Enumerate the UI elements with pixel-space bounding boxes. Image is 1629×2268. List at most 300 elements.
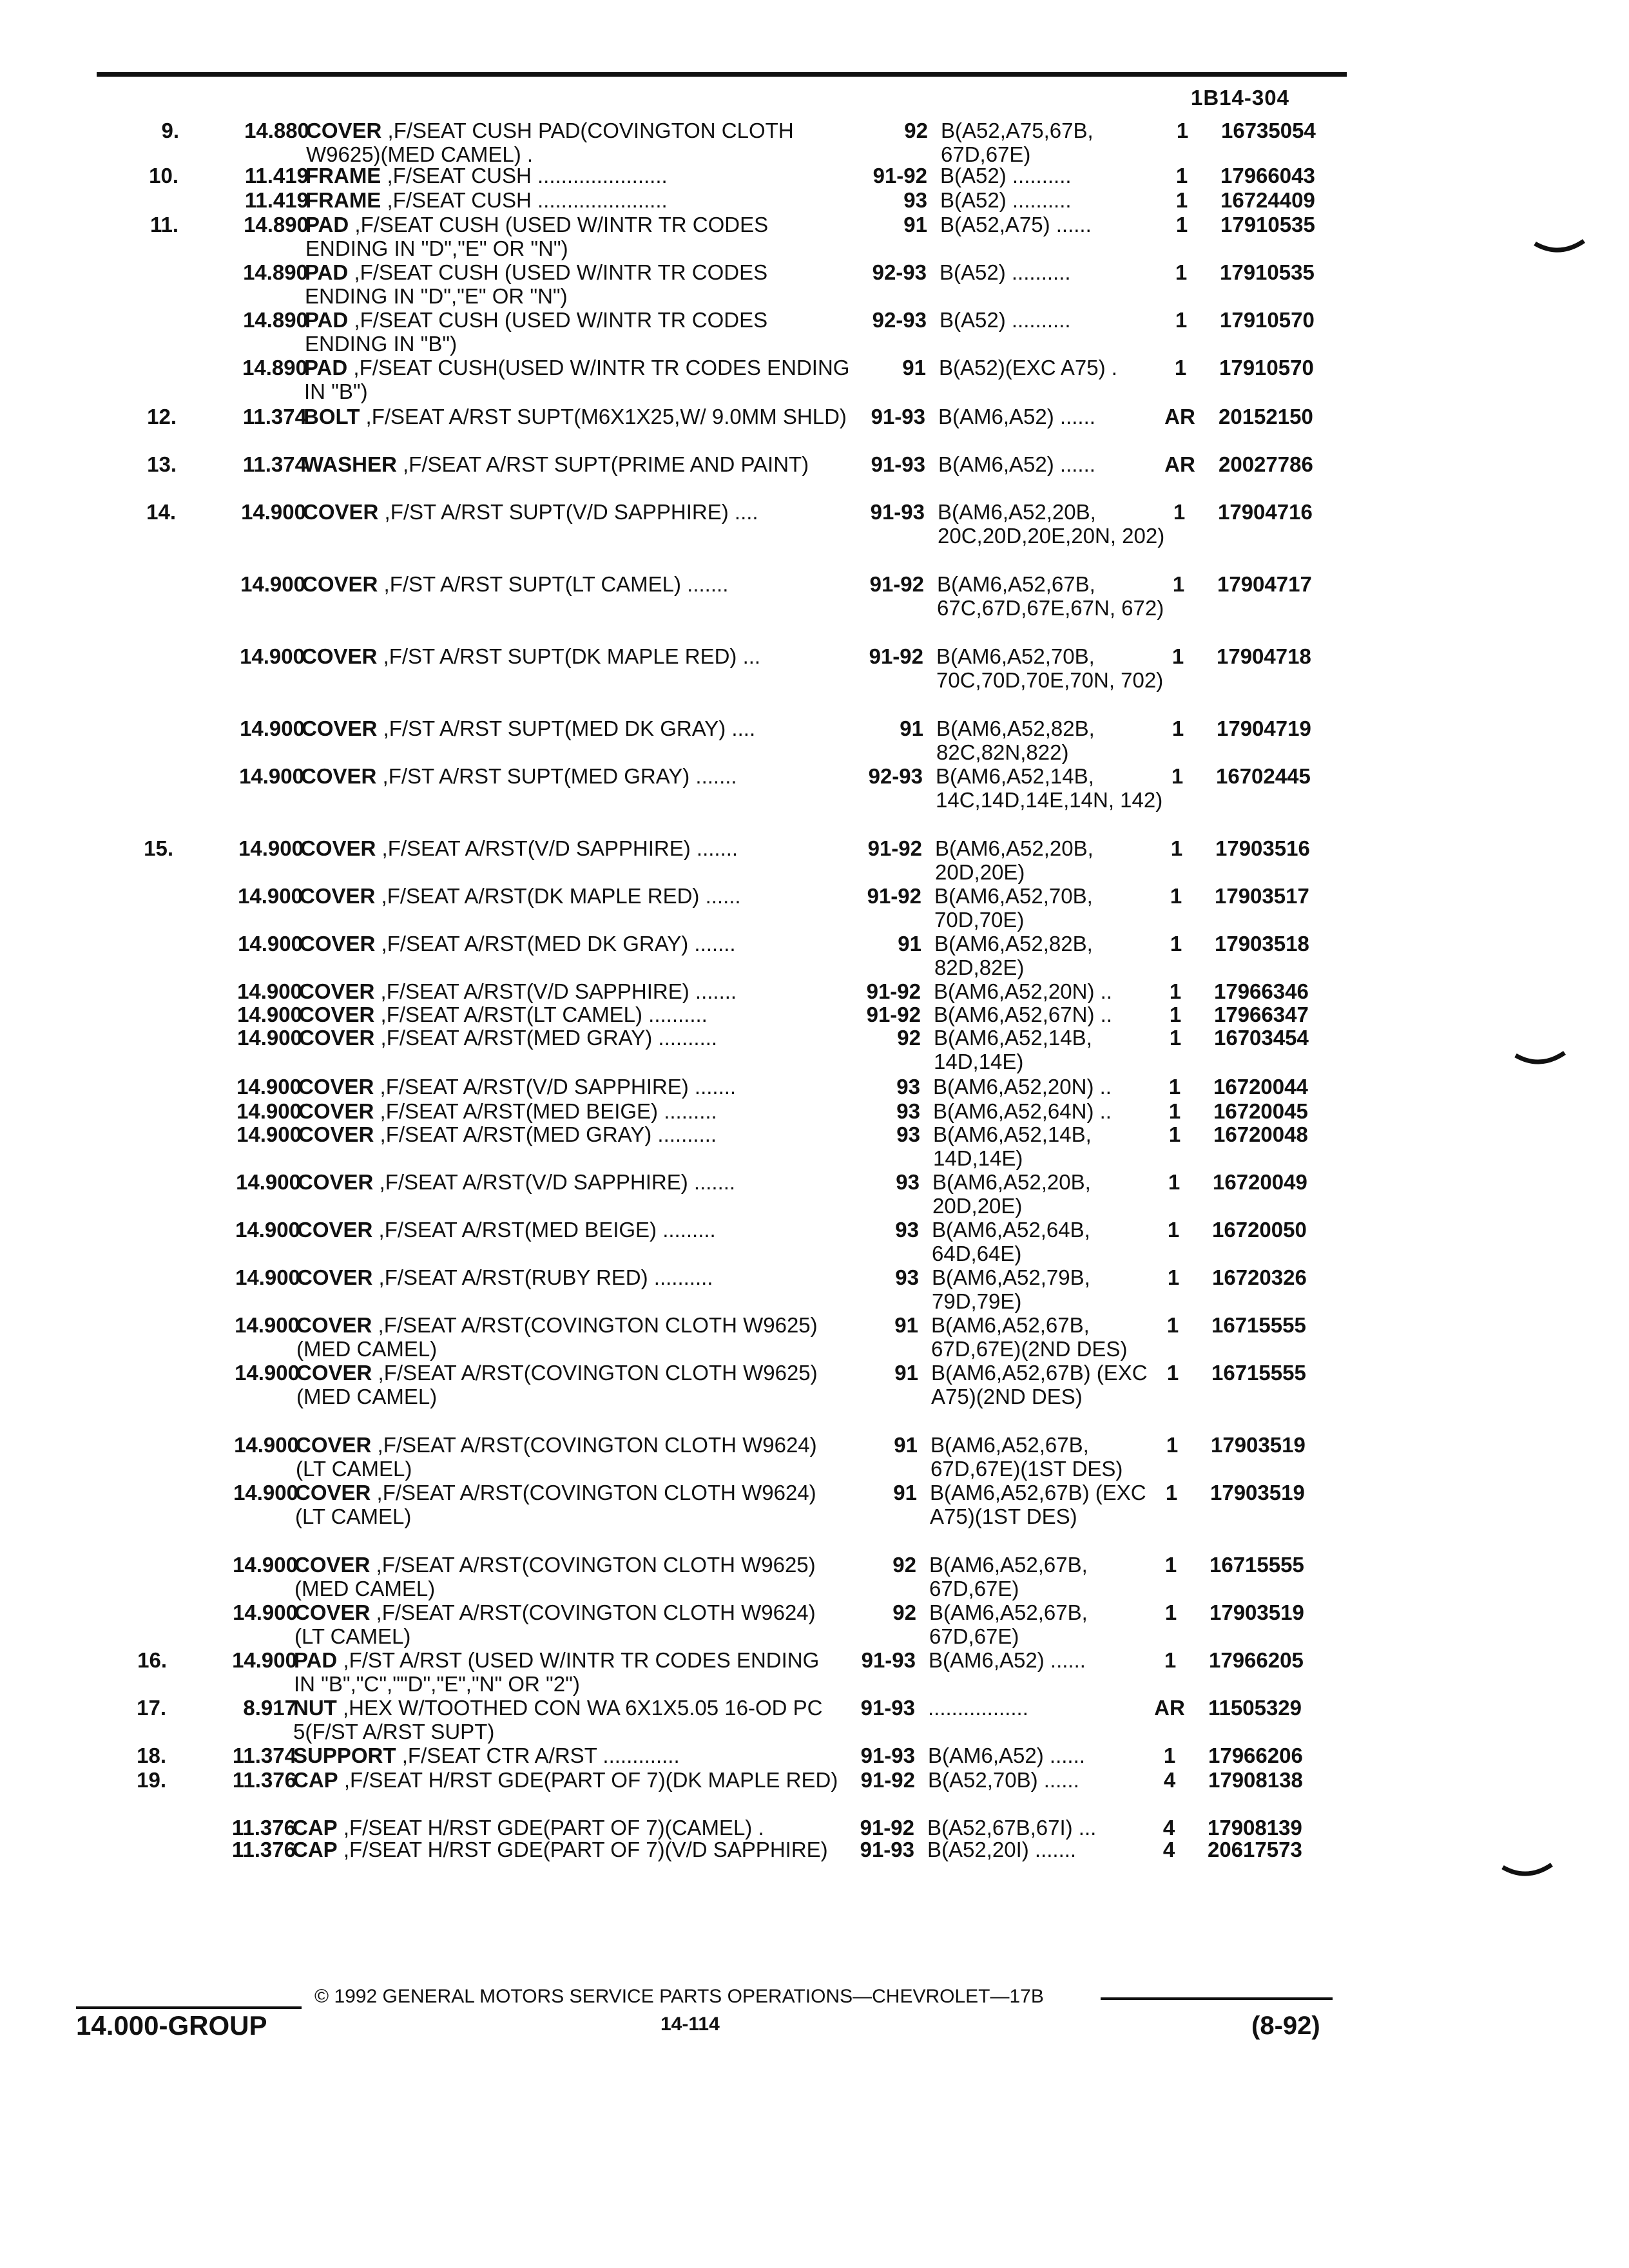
part-number: 17904719 bbox=[1217, 716, 1311, 740]
part-name: COVER bbox=[296, 1313, 372, 1337]
item-number: 12. bbox=[147, 405, 177, 428]
part-detail: ,F/SEAT CTR A/RST ............. bbox=[396, 1744, 680, 1767]
model-codes: B(AM6,A52,67B) (EXC A75)(1ST DES) bbox=[930, 1481, 1146, 1528]
part-detail: ,F/ST A/RST SUPT(MED GRAY) ....... bbox=[376, 764, 737, 788]
model-year: 91 bbox=[902, 356, 926, 380]
part-number: 17903519 bbox=[1211, 1433, 1306, 1457]
group-number: 11.376 bbox=[231, 1816, 296, 1840]
model-year: 91-93 bbox=[860, 1838, 914, 1861]
group-number: 14.900 bbox=[236, 1099, 302, 1123]
quantity: AR bbox=[1164, 452, 1195, 476]
model-codes: B(AM6,A52) ...... bbox=[928, 1744, 1085, 1767]
part-name: COVER bbox=[297, 1218, 373, 1242]
part-detail: ,F/SEAT CUSH PAD(COVINGTON CLOTH W9625)(MED CAMEL) . bbox=[306, 119, 794, 166]
part-number: 17966206 bbox=[1208, 1744, 1303, 1767]
quantity: 1 bbox=[1165, 1481, 1178, 1504]
part-description bbox=[298, 1100, 846, 1124]
group-number: 14.900 bbox=[238, 884, 303, 908]
part-number: 17966043 bbox=[1220, 164, 1315, 187]
part-name: COVER bbox=[296, 1433, 372, 1457]
quantity: 1 bbox=[1170, 884, 1182, 908]
item-number: 15. bbox=[144, 836, 173, 860]
group-number: 14.900 bbox=[238, 932, 303, 956]
part-detail: ,F/SEAT H/RST GDE(PART OF 7)(V/D SAPPHIRE) bbox=[337, 1838, 828, 1861]
quantity: 1 bbox=[1168, 1099, 1181, 1123]
part-number: 16715555 bbox=[1211, 1361, 1306, 1385]
part-number: 11505329 bbox=[1208, 1696, 1302, 1720]
model-year: 92-93 bbox=[868, 764, 923, 788]
quantity: 1 bbox=[1175, 260, 1188, 284]
edge-mark-3 bbox=[1501, 1862, 1553, 1888]
part-number: 17903516 bbox=[1215, 836, 1310, 860]
part-name: PAD bbox=[305, 213, 349, 236]
model-codes: B(AM6,A52,70B, 70C,70D,70E,70N, 702) bbox=[936, 644, 1164, 692]
part-name: COVER bbox=[301, 764, 377, 788]
model-codes: B(AM6,A52,67B, 67D,67E)(2ND DES) bbox=[931, 1313, 1128, 1361]
group-number: 14.900 bbox=[241, 500, 306, 524]
part-detail: ,F/SEAT A/RST(V/D SAPPHIRE) ....... bbox=[374, 1075, 737, 1099]
part-description bbox=[295, 1481, 843, 1528]
group-number: 11.419 bbox=[244, 164, 309, 187]
model-year: 91-93 bbox=[870, 500, 925, 524]
part-name: COVER bbox=[299, 1003, 375, 1026]
part-name: COVER bbox=[298, 1075, 374, 1099]
quantity: 1 bbox=[1176, 119, 1189, 142]
part-detail: ,F/SEAT A/RST SUPT(M6X1X25,W/ 9.0MM SHLD) bbox=[360, 405, 847, 428]
group-number: 14.900 bbox=[234, 1433, 299, 1457]
quantity: AR bbox=[1164, 405, 1195, 428]
footer-group: 14.000-GROUP bbox=[76, 2010, 267, 2041]
quantity: 1 bbox=[1175, 188, 1188, 212]
part-detail: ,F/SEAT CUSH ...................... bbox=[381, 164, 668, 187]
part-description bbox=[296, 1361, 844, 1408]
model-year: 93 bbox=[903, 188, 927, 212]
part-name: PAD bbox=[304, 356, 348, 380]
part-detail: ,F/SEAT A/RST(COVINGTON CLOTH W9625)(MED CAMEL) bbox=[296, 1361, 818, 1408]
part-description bbox=[301, 765, 849, 789]
group-number: 14.900 bbox=[236, 1122, 302, 1146]
model-codes: B(AM6,A52,14B, 14D,14E) bbox=[933, 1122, 1092, 1170]
part-description bbox=[302, 717, 849, 741]
quantity: 1 bbox=[1173, 500, 1186, 524]
model-codes: B(AM6,A52,20N) .. bbox=[934, 979, 1112, 1003]
model-codes: B(AM6,A52,67B, 67D,67E) bbox=[929, 1600, 1088, 1648]
part-name: COVER bbox=[297, 1265, 373, 1289]
part-number: 17966346 bbox=[1214, 979, 1309, 1003]
part-description bbox=[294, 1601, 842, 1648]
quantity: 1 bbox=[1164, 1600, 1177, 1624]
item-number: 18. bbox=[137, 1744, 166, 1767]
model-year: 91-93 bbox=[871, 405, 925, 428]
group-number: 14.900 bbox=[236, 1170, 301, 1194]
quantity: 1 bbox=[1164, 1648, 1177, 1672]
group-number: 14.900 bbox=[237, 1003, 302, 1026]
part-number: 20617573 bbox=[1208, 1838, 1302, 1861]
part-name: COVER bbox=[300, 884, 376, 908]
part-name: PAD bbox=[294, 1648, 338, 1672]
part-number: 17910535 bbox=[1220, 260, 1315, 284]
group-number: 14.900 bbox=[235, 1313, 300, 1337]
group-number: 14.900 bbox=[235, 1218, 300, 1242]
group-number: 11.419 bbox=[244, 188, 309, 212]
part-detail: ,F/SEAT A/RST(LT CAMEL) .......... bbox=[374, 1003, 708, 1026]
part-number: 16720326 bbox=[1212, 1265, 1307, 1289]
model-year: 91-92 bbox=[867, 884, 921, 908]
part-name: COVER bbox=[299, 979, 375, 1003]
part-detail: ,F/SEAT A/RST(COVINGTON CLOTH W9624)(LT CAMEL) bbox=[295, 1481, 816, 1528]
model-codes: B(A52)(EXC A75) . bbox=[939, 356, 1117, 380]
model-year: 91-92 bbox=[866, 1003, 921, 1026]
part-description bbox=[299, 980, 847, 1004]
model-year: 91-93 bbox=[871, 452, 925, 476]
model-codes: B(AM6,A52,82B, 82D,82E) bbox=[934, 932, 1093, 979]
part-description bbox=[294, 1649, 842, 1696]
part-description bbox=[297, 1218, 845, 1242]
part-detail: ,F/SEAT A/RST(MED DK GRAY) ....... bbox=[375, 932, 736, 956]
part-number: 17903517 bbox=[1215, 884, 1309, 908]
part-number: 20152150 bbox=[1219, 405, 1313, 428]
part-name: COVER bbox=[302, 716, 378, 740]
model-codes: B(AM6,A52,67B, 67C,67D,67E,67N, 672) bbox=[937, 572, 1164, 620]
model-year: 91 bbox=[894, 1433, 918, 1457]
part-detail: ,F/SEAT A/RST(V/D SAPPHIRE) ....... bbox=[374, 979, 737, 1003]
model-codes: B(AM6,A52,14B, 14D,14E) bbox=[934, 1026, 1092, 1073]
quantity: 1 bbox=[1168, 1122, 1181, 1146]
part-description bbox=[306, 119, 854, 166]
model-year: 91 bbox=[903, 213, 927, 236]
part-description bbox=[293, 1816, 840, 1840]
part-detail: ,F/SEAT CUSH ...................... bbox=[381, 188, 668, 212]
part-name: COVER bbox=[300, 836, 376, 860]
part-name: FRAME bbox=[305, 164, 381, 187]
part-detail: ,F/SEAT A/RST(COVINGTON CLOTH W9624)(LT CAMEL) bbox=[294, 1600, 816, 1648]
group-number: 11.374 bbox=[242, 405, 307, 428]
part-number: 17904718 bbox=[1217, 644, 1311, 668]
model-year: 91 bbox=[900, 716, 923, 740]
quantity: 1 bbox=[1175, 308, 1188, 332]
part-description bbox=[298, 1123, 846, 1147]
edge-mark-2 bbox=[1514, 1050, 1566, 1076]
part-name: SUPPORT bbox=[293, 1744, 396, 1767]
model-year: 91-92 bbox=[869, 572, 924, 596]
quantity: 1 bbox=[1164, 1553, 1177, 1577]
part-description bbox=[293, 1744, 841, 1768]
model-codes: B(AM6,A52) ...... bbox=[929, 1648, 1086, 1672]
part-number: 16720050 bbox=[1212, 1218, 1307, 1242]
model-year: 93 bbox=[896, 1099, 920, 1123]
model-codes: B(AM6,A52) ...... bbox=[938, 405, 1095, 428]
part-description bbox=[304, 405, 851, 429]
model-codes: B(AM6,A52,67B) (EXC A75)(2ND DES) bbox=[931, 1361, 1148, 1408]
part-detail: ,F/SEAT A/RST(COVINGTON CLOTH W9625)(MED CAMEL) bbox=[296, 1313, 818, 1361]
model-year: 93 bbox=[895, 1265, 919, 1289]
part-description bbox=[299, 1026, 847, 1050]
quantity: AR bbox=[1154, 1696, 1185, 1720]
page-code: 1B14-304 bbox=[1191, 86, 1289, 110]
part-detail: ,F/SEAT A/RST(V/D SAPPHIRE) ....... bbox=[373, 1170, 736, 1194]
group-number: 11.376 bbox=[232, 1768, 296, 1792]
part-name: COVER bbox=[303, 500, 379, 524]
model-year: 91 bbox=[893, 1481, 917, 1504]
item-number: 10. bbox=[149, 164, 178, 187]
model-year: 91-92 bbox=[860, 1768, 915, 1792]
group-number: 14.880 bbox=[244, 119, 309, 142]
quantity: 1 bbox=[1169, 979, 1182, 1003]
quantity: 1 bbox=[1174, 356, 1187, 380]
part-description bbox=[298, 1171, 845, 1195]
part-description bbox=[294, 1553, 842, 1600]
group-number: 14.900 bbox=[238, 836, 304, 860]
quantity: 1 bbox=[1171, 716, 1184, 740]
item-number: 19. bbox=[137, 1768, 166, 1792]
group-number: 14.900 bbox=[239, 764, 304, 788]
part-description bbox=[299, 1003, 847, 1027]
quantity: 1 bbox=[1166, 1313, 1179, 1337]
model-codes: B(AM6,A52) ...... bbox=[938, 452, 1095, 476]
part-description bbox=[300, 837, 848, 861]
part-detail: ,F/SEAT A/RST(RUBY RED) .......... bbox=[372, 1265, 713, 1289]
part-name: NUT bbox=[293, 1696, 337, 1720]
quantity: 4 bbox=[1162, 1816, 1175, 1840]
part-number: 16702445 bbox=[1216, 764, 1311, 788]
top-rule bbox=[97, 72, 1347, 77]
part-detail: ,F/SEAT A/RST(MED GRAY) .......... bbox=[374, 1026, 718, 1050]
part-description bbox=[305, 309, 853, 356]
part-detail: ,F/SEAT A/RST(COVINGTON CLOTH W9624)(LT CAMEL) bbox=[296, 1433, 817, 1481]
part-number: 17966347 bbox=[1214, 1003, 1309, 1026]
part-number: 17903518 bbox=[1215, 932, 1309, 956]
quantity: 1 bbox=[1171, 764, 1184, 788]
part-number: 17904717 bbox=[1217, 572, 1312, 596]
part-description bbox=[305, 213, 853, 260]
model-year: 91 bbox=[894, 1361, 918, 1385]
part-name: COVER bbox=[296, 1361, 372, 1385]
part-number: 17910570 bbox=[1219, 356, 1314, 380]
part-detail: ,F/SEAT H/RST GDE(PART OF 7)(CAMEL) . bbox=[337, 1816, 764, 1840]
part-description bbox=[305, 261, 853, 308]
model-year: 91-92 bbox=[866, 979, 921, 1003]
part-detail: ,F/SEAT H/RST GDE(PART OF 7)(DK MAPLE RED) bbox=[338, 1768, 838, 1792]
part-number: 16703454 bbox=[1214, 1026, 1309, 1050]
model-codes: B(A52) .......... bbox=[940, 188, 1072, 212]
model-codes: B(AM6,A52,20N) .. bbox=[933, 1075, 1112, 1099]
part-name: BOLT bbox=[304, 405, 360, 428]
quantity: 1 bbox=[1175, 164, 1188, 187]
group-number: 14.890 bbox=[242, 356, 307, 380]
part-name: COVER bbox=[302, 644, 378, 668]
item-number: 13. bbox=[147, 452, 177, 476]
part-detail: ,F/SEAT A/RST(V/D SAPPHIRE) ....... bbox=[376, 836, 738, 860]
part-description bbox=[298, 1075, 846, 1099]
footer-date: (8-92) bbox=[1251, 2012, 1320, 2040]
model-codes: B(A52,70B) ...... bbox=[928, 1768, 1079, 1792]
model-codes: B(AM6,A52,64B, 64D,64E) bbox=[932, 1218, 1090, 1265]
model-year: 92 bbox=[892, 1600, 916, 1624]
quantity: 1 bbox=[1166, 1433, 1179, 1457]
model-codes: B(A52,A75,67B, 67D,67E) bbox=[941, 119, 1094, 166]
model-year: 91-92 bbox=[860, 1816, 914, 1840]
group-number: 14.900 bbox=[240, 644, 305, 668]
model-year: 91-93 bbox=[860, 1696, 915, 1720]
item-number: 11. bbox=[149, 213, 178, 236]
part-number: 17966205 bbox=[1209, 1648, 1304, 1672]
quantity: 1 bbox=[1167, 1218, 1180, 1242]
quantity: 1 bbox=[1172, 572, 1185, 596]
part-name: COVER bbox=[298, 1122, 374, 1146]
model-codes: B(AM6,A52,82B, 82C,82N,822) bbox=[936, 716, 1095, 764]
part-description bbox=[304, 453, 851, 477]
part-name: CAP bbox=[293, 1768, 338, 1792]
quantity: 1 bbox=[1168, 1170, 1181, 1194]
part-description bbox=[293, 1769, 841, 1792]
quantity: 1 bbox=[1170, 932, 1182, 956]
model-year: 92 bbox=[904, 119, 928, 142]
model-year: 93 bbox=[896, 1075, 920, 1099]
part-number: 17908139 bbox=[1208, 1816, 1302, 1840]
part-description bbox=[296, 1434, 843, 1481]
part-number: 16720045 bbox=[1213, 1099, 1308, 1123]
part-name: PAD bbox=[305, 260, 349, 284]
part-number: 16735054 bbox=[1221, 119, 1316, 142]
part-detail: ,F/SEAT A/RST(MED BEIGE) ......... bbox=[372, 1218, 716, 1242]
quantity: 1 bbox=[1167, 1265, 1180, 1289]
part-detail: ,F/SEAT CUSH (USED W/INTR TR CODES ENDING IN "B") bbox=[305, 308, 768, 356]
group-number: 14.900 bbox=[233, 1553, 298, 1577]
footer-rule-right bbox=[1101, 1997, 1333, 2000]
part-number: 16715555 bbox=[1211, 1313, 1306, 1337]
part-number: 16720044 bbox=[1213, 1075, 1308, 1099]
part-detail: ,F/ST A/RST SUPT(DK MAPLE RED) ... bbox=[377, 644, 761, 668]
model-codes: B(AM6,A52,67B, 67D,67E) bbox=[929, 1553, 1088, 1600]
part-name: CAP bbox=[293, 1838, 338, 1861]
model-year: 92 bbox=[897, 1026, 921, 1050]
model-year: 91-92 bbox=[869, 644, 923, 668]
part-number: 17910570 bbox=[1220, 308, 1315, 332]
part-detail: ,F/SEAT A/RST(MED GRAY) .......... bbox=[374, 1122, 717, 1146]
model-year: 93 bbox=[896, 1170, 920, 1194]
part-description bbox=[304, 356, 852, 403]
model-codes: ................. bbox=[928, 1696, 1028, 1720]
part-number: 17910535 bbox=[1220, 213, 1315, 236]
group-number: 14.900 bbox=[240, 716, 305, 740]
edge-mark-1 bbox=[1534, 238, 1585, 264]
model-year: 92-93 bbox=[872, 260, 927, 284]
model-year: 91-93 bbox=[860, 1744, 915, 1767]
group-number: 14.900 bbox=[236, 1075, 302, 1099]
part-detail: ,F/SEAT CUSH (USED W/INTR TR CODES ENDING IN "D","E" OR "N") bbox=[305, 260, 768, 308]
part-description bbox=[293, 1696, 841, 1744]
group-number: 11.374 bbox=[232, 1744, 296, 1767]
model-codes: B(A52,20I) ....... bbox=[927, 1838, 1077, 1861]
part-description bbox=[296, 1314, 844, 1361]
part-name: COVER bbox=[302, 572, 378, 596]
group-number: 14.900 bbox=[233, 1600, 298, 1624]
part-number: 17908138 bbox=[1208, 1768, 1303, 1792]
model-codes: B(AM6,A52,20B, 20D,20E) bbox=[935, 836, 1094, 884]
part-name: COVER bbox=[306, 119, 382, 142]
model-codes: B(AM6,A52,14B, 14C,14D,14E,14N, 142) bbox=[936, 764, 1163, 812]
model-codes: B(AM6,A52,79B, 79D,79E) bbox=[932, 1265, 1090, 1313]
quantity: 1 bbox=[1169, 1003, 1182, 1026]
model-year: 92-93 bbox=[872, 308, 927, 332]
item-number: 16. bbox=[137, 1648, 167, 1672]
part-detail: ,HEX W/TOOTHED CON WA 6X1X5.05 16-OD PC 5(F/ST A/RST SUPT) bbox=[293, 1696, 823, 1744]
group-number: 14.890 bbox=[243, 308, 308, 332]
part-description bbox=[305, 164, 853, 188]
group-number: 11.374 bbox=[242, 452, 307, 476]
group-number: 11.376 bbox=[231, 1838, 296, 1861]
model-codes: B(A52) .......... bbox=[940, 308, 1071, 332]
model-year: 91-92 bbox=[867, 836, 922, 860]
part-detail: ,F/ST A/RST (USED W/INTR TR CODES ENDING IN "B","C",""D","E","N" OR "2") bbox=[294, 1648, 820, 1696]
part-detail: ,F/SEAT A/RST(MED BEIGE) ......... bbox=[374, 1099, 717, 1123]
quantity: 1 bbox=[1163, 1744, 1176, 1767]
group-number: 14.900 bbox=[235, 1361, 300, 1385]
part-name: COVER bbox=[294, 1600, 371, 1624]
part-name: COVER bbox=[298, 1170, 374, 1194]
part-name: PAD bbox=[305, 308, 349, 332]
part-number: 16720049 bbox=[1213, 1170, 1307, 1194]
model-codes: B(A52,A75) ...... bbox=[940, 213, 1092, 236]
part-detail: ,F/SEAT A/RST(DK MAPLE RED) ...... bbox=[375, 884, 741, 908]
part-name: COVER bbox=[298, 1099, 374, 1123]
group-number: 14.890 bbox=[244, 213, 309, 236]
part-description bbox=[302, 645, 849, 669]
model-codes: B(AM6,A52,20B, 20C,20D,20E,20N, 202) bbox=[938, 500, 1165, 548]
model-codes: B(AM6,A52,70B, 70D,70E) bbox=[934, 884, 1093, 932]
group-number: 14.900 bbox=[235, 1265, 300, 1289]
quantity: 1 bbox=[1175, 213, 1188, 236]
part-description bbox=[297, 1266, 845, 1290]
quantity: 4 bbox=[1163, 1768, 1176, 1792]
part-detail: ,F/SEAT CUSH (USED W/INTR TR CODES ENDING IN "D","E" OR "N") bbox=[305, 213, 769, 260]
footer-copyright: © 1992 GENERAL MOTORS SERVICE PARTS OPERATIONS—CHEVROLET—17B bbox=[314, 1986, 1044, 2007]
part-description bbox=[303, 501, 851, 524]
part-number: 16715555 bbox=[1210, 1553, 1304, 1577]
part-number: 16724409 bbox=[1220, 188, 1315, 212]
part-name: WASHER bbox=[304, 452, 397, 476]
model-codes: B(A52) .......... bbox=[940, 260, 1071, 284]
part-description bbox=[293, 1838, 840, 1862]
part-description bbox=[300, 885, 847, 908]
part-number: 20027786 bbox=[1219, 452, 1313, 476]
quantity: 1 bbox=[1168, 1075, 1181, 1099]
group-number: 14.900 bbox=[240, 572, 305, 596]
model-codes: B(A52,67B,67I) ... bbox=[927, 1816, 1097, 1840]
part-name: CAP bbox=[293, 1816, 338, 1840]
group-number: 14.900 bbox=[237, 1026, 302, 1050]
part-name: COVER bbox=[299, 1026, 375, 1050]
part-description bbox=[300, 932, 847, 956]
model-year: 93 bbox=[895, 1218, 919, 1242]
quantity: 1 bbox=[1169, 1026, 1182, 1050]
model-year: 92 bbox=[892, 1553, 916, 1577]
model-codes: B(AM6,A52,64N) .. bbox=[933, 1099, 1112, 1123]
model-codes: B(A52) .......... bbox=[940, 164, 1072, 187]
part-description bbox=[305, 189, 853, 213]
part-name: FRAME bbox=[305, 188, 381, 212]
group-number: 8.917 bbox=[243, 1696, 296, 1720]
part-detail: ,F/ST A/RST SUPT(MED DK GRAY) .... bbox=[377, 716, 756, 740]
item-number: 9. bbox=[161, 119, 179, 142]
part-detail: ,F/SEAT A/RST(COVINGTON CLOTH W9625)(MED CAMEL) bbox=[294, 1553, 816, 1600]
part-number: 17904716 bbox=[1218, 500, 1313, 524]
model-codes: B(AM6,A52,67N) .. bbox=[934, 1003, 1112, 1026]
part-number: 17903519 bbox=[1210, 1600, 1304, 1624]
part-name: COVER bbox=[294, 1553, 371, 1577]
footer-rule-left bbox=[76, 2006, 302, 2009]
group-number: 14.900 bbox=[237, 979, 302, 1003]
